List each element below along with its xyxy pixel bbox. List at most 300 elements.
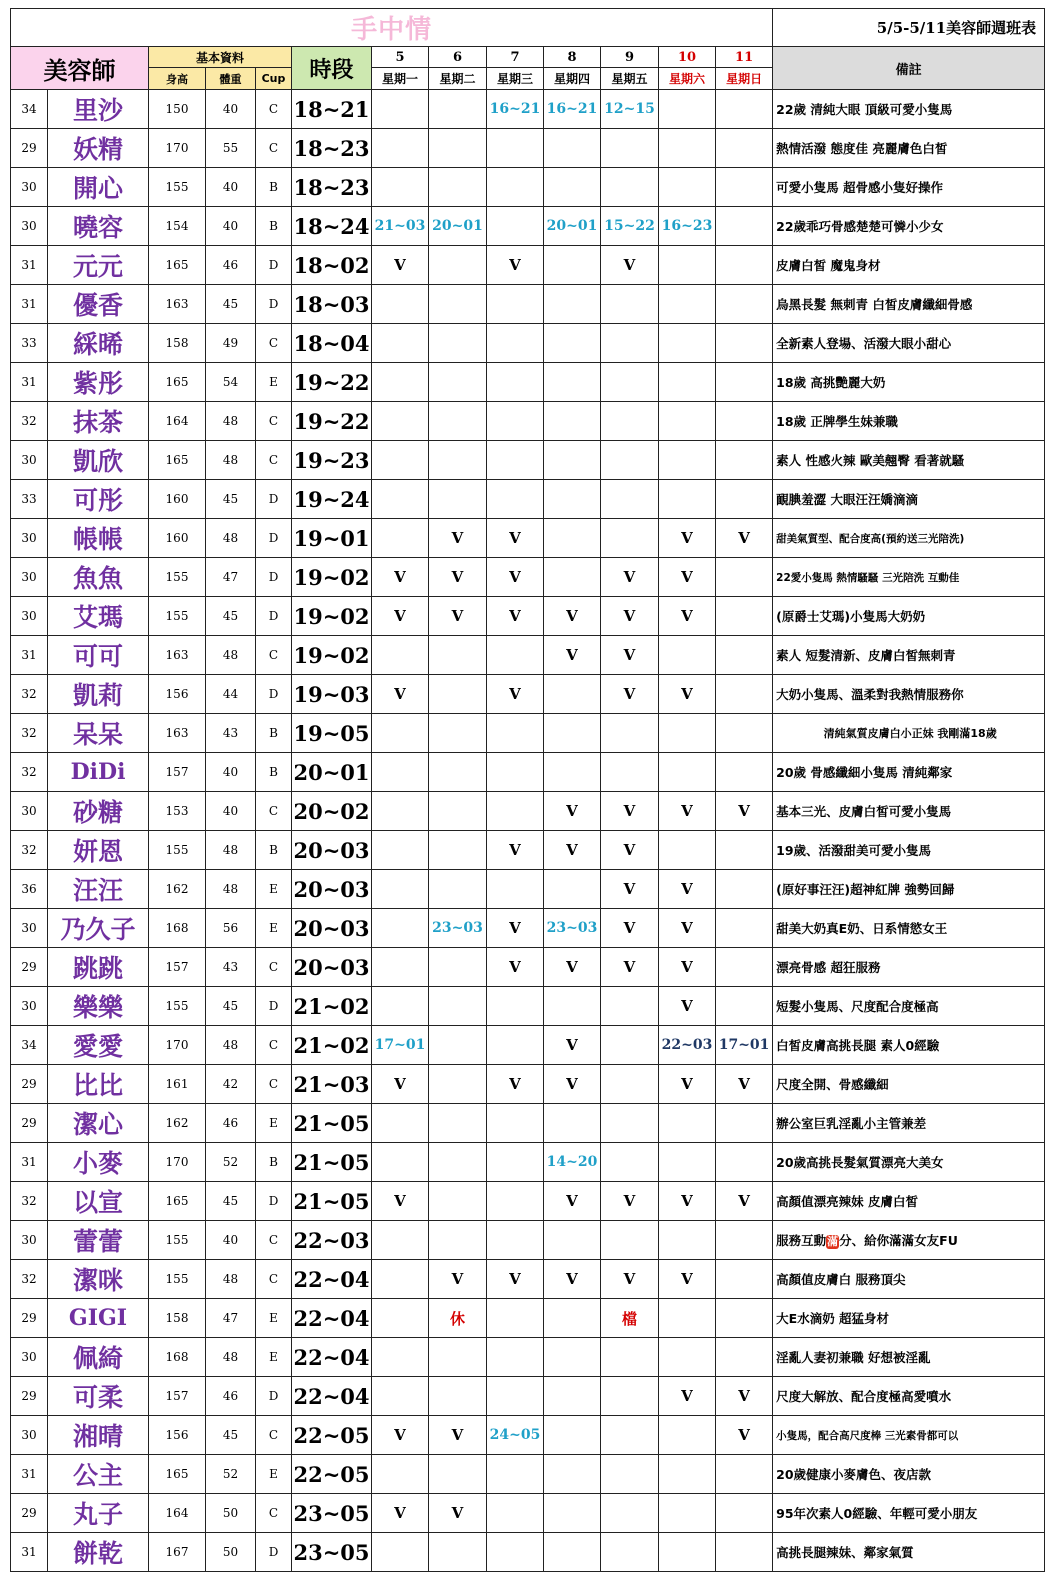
day-cell-mon bbox=[372, 168, 429, 207]
height-cell: 170 bbox=[149, 1143, 206, 1182]
height-cell: 155 bbox=[149, 987, 206, 1026]
age-cell: 30 bbox=[11, 1221, 48, 1260]
day-cell-thu: V bbox=[544, 1260, 601, 1299]
weight-cell: 40 bbox=[206, 1221, 256, 1260]
age-cell: 31 bbox=[11, 636, 48, 675]
time-slot-cell: 20~03 bbox=[292, 831, 372, 870]
stylist-name: 艾瑪 bbox=[48, 597, 149, 636]
day-cell-thu bbox=[544, 870, 601, 909]
day-cell-sat: V bbox=[659, 987, 716, 1026]
weight-cell: 46 bbox=[206, 246, 256, 285]
age-cell: 29 bbox=[11, 1494, 48, 1533]
note-cell: 20歲 骨感纖細小隻馬 清純鄰家 bbox=[773, 753, 1045, 792]
day-cell-sun bbox=[716, 831, 773, 870]
note-text-pre: 服務互動 bbox=[776, 1233, 827, 1248]
day-cell-sat bbox=[659, 1104, 716, 1143]
age-cell: 32 bbox=[11, 675, 48, 714]
stylist-name: 汪汪 bbox=[48, 870, 149, 909]
age-cell: 31 bbox=[11, 285, 48, 324]
day-cell-sat bbox=[659, 90, 716, 129]
day-cell-sun bbox=[716, 714, 773, 753]
day-cell-thu bbox=[544, 675, 601, 714]
table-row bbox=[11, 1377, 1045, 1416]
day-cell-wed: V bbox=[487, 909, 544, 948]
stylist-name: 紫彤 bbox=[48, 363, 149, 402]
table-row bbox=[11, 519, 1045, 558]
time-slot-cell: 20~03 bbox=[292, 909, 372, 948]
age-cell: 31 bbox=[11, 1455, 48, 1494]
day-cell-wed bbox=[487, 792, 544, 831]
cup-cell: C bbox=[256, 1065, 292, 1104]
day-cell-thu bbox=[544, 480, 601, 519]
table-row bbox=[11, 792, 1045, 831]
day-cell-sat bbox=[659, 1143, 716, 1182]
age-cell: 32 bbox=[11, 831, 48, 870]
day-cell-sun bbox=[716, 1221, 773, 1260]
full-score-badge: 滿 bbox=[827, 1235, 839, 1248]
weight-cell: 48 bbox=[206, 1026, 256, 1065]
day-cell-fri bbox=[601, 1455, 659, 1494]
day-cell-mon: 21~03 bbox=[372, 207, 429, 246]
day-cell-mon bbox=[372, 1377, 429, 1416]
day-cell-mon bbox=[372, 1455, 429, 1494]
age-cell: 29 bbox=[11, 1104, 48, 1143]
day-cell-thu bbox=[544, 129, 601, 168]
day-cell-mon bbox=[372, 90, 429, 129]
day-cell-sat bbox=[659, 480, 716, 519]
height-cell: 164 bbox=[149, 402, 206, 441]
stylist-name: 綵晞 bbox=[48, 324, 149, 363]
weight-cell: 47 bbox=[206, 1299, 256, 1338]
day-cell-mon bbox=[372, 753, 429, 792]
day-cell-mon bbox=[372, 1299, 429, 1338]
stylist-name: 凱莉 bbox=[48, 675, 149, 714]
time-slot-cell: 19~05 bbox=[292, 714, 372, 753]
day-cell-wed bbox=[487, 480, 544, 519]
day-cell-sun: V bbox=[716, 1182, 773, 1221]
age-cell: 32 bbox=[11, 1182, 48, 1221]
day-cell-tue bbox=[429, 480, 487, 519]
day-cell-thu bbox=[544, 402, 601, 441]
day-cell-wed bbox=[487, 1299, 544, 1338]
note-cell: 淫亂人妻初兼職 好想被淫亂 bbox=[773, 1338, 1045, 1377]
stylist-name: 曉容 bbox=[48, 207, 149, 246]
day-cell-sun bbox=[716, 636, 773, 675]
day-cell-wed bbox=[487, 636, 544, 675]
note-cell bbox=[773, 1221, 1045, 1260]
day-cell-fri bbox=[601, 1338, 659, 1377]
note-cell: 甜美氣質型、配合度高(預約送三光陪洗) bbox=[773, 519, 1045, 558]
note-cell: 18歲 正牌學生妹兼職 bbox=[773, 402, 1045, 441]
title-row bbox=[11, 9, 1045, 47]
stylist-name: 潔心 bbox=[48, 1104, 149, 1143]
age-cell: 29 bbox=[11, 1299, 48, 1338]
cup-cell: C bbox=[256, 1026, 292, 1065]
day-cell-mon bbox=[372, 1104, 429, 1143]
day-cell-wed bbox=[487, 207, 544, 246]
day-cell-tue bbox=[429, 129, 487, 168]
day-cell-tue bbox=[429, 831, 487, 870]
day-cell-fri bbox=[601, 168, 659, 207]
time-slot-cell: 18~23 bbox=[292, 129, 372, 168]
day-cell-mon bbox=[372, 1143, 429, 1182]
cup-cell: C bbox=[256, 948, 292, 987]
height-cell: 154 bbox=[149, 207, 206, 246]
day-cell-sun: V bbox=[716, 792, 773, 831]
day-cell-tue bbox=[429, 402, 487, 441]
day-cell-wed: V bbox=[487, 948, 544, 987]
day-cell-tue bbox=[429, 1377, 487, 1416]
age-cell: 29 bbox=[11, 1065, 48, 1104]
day-cell-sun bbox=[716, 753, 773, 792]
table-row bbox=[11, 441, 1045, 480]
day-cell-sat bbox=[659, 1338, 716, 1377]
day-cell-sun bbox=[716, 324, 773, 363]
height-cell: 157 bbox=[149, 948, 206, 987]
day-cell-thu: V bbox=[544, 831, 601, 870]
cup-cell: C bbox=[256, 636, 292, 675]
day-cell-sat: V bbox=[659, 519, 716, 558]
day-cell-thu: 20~01 bbox=[544, 207, 601, 246]
height-cell: 165 bbox=[149, 1182, 206, 1221]
time-slot-cell: 19~22 bbox=[292, 363, 372, 402]
age-cell: 32 bbox=[11, 1260, 48, 1299]
day-cell-mon: V bbox=[372, 1494, 429, 1533]
day-cell-tue bbox=[429, 792, 487, 831]
day-cell-sat: V bbox=[659, 1377, 716, 1416]
weight-cell: 50 bbox=[206, 1494, 256, 1533]
height-cell: 162 bbox=[149, 870, 206, 909]
weight-cell: 47 bbox=[206, 558, 256, 597]
time-slot-cell: 21~02 bbox=[292, 987, 372, 1026]
cup-cell: E bbox=[256, 1104, 292, 1143]
day-cell-wed bbox=[487, 129, 544, 168]
day-cell-wed bbox=[487, 1221, 544, 1260]
stylist-name: GIGI bbox=[48, 1299, 149, 1338]
day-cell-thu: 14~20 bbox=[544, 1143, 601, 1182]
day-cell-sat: V bbox=[659, 948, 716, 987]
stylist-name: 小麥 bbox=[48, 1143, 149, 1182]
age-cell: 31 bbox=[11, 246, 48, 285]
height-cell: 156 bbox=[149, 675, 206, 714]
notes-header: 備註 bbox=[773, 47, 1045, 90]
day-cell-sun: V bbox=[716, 1416, 773, 1455]
weight-cell: 45 bbox=[206, 285, 256, 324]
stylist-name: 樂樂 bbox=[48, 987, 149, 1026]
day-cell-thu bbox=[544, 558, 601, 597]
day-cell-sun bbox=[716, 285, 773, 324]
time-slot-cell: 22~05 bbox=[292, 1455, 372, 1494]
day-cell-sun bbox=[716, 402, 773, 441]
height-cell: 160 bbox=[149, 519, 206, 558]
date-header-1: 6 bbox=[429, 47, 487, 68]
day-cell-tue: V bbox=[429, 558, 487, 597]
day-cell-sat bbox=[659, 636, 716, 675]
age-cell: 30 bbox=[11, 1338, 48, 1377]
day-cell-sat bbox=[659, 1494, 716, 1533]
day-cell-mon: V bbox=[372, 675, 429, 714]
weight-cell: 45 bbox=[206, 1182, 256, 1221]
day-cell-thu bbox=[544, 168, 601, 207]
weight-cell: 48 bbox=[206, 831, 256, 870]
cup-cell: C bbox=[256, 1416, 292, 1455]
day-cell-sat bbox=[659, 129, 716, 168]
table-row bbox=[11, 1104, 1045, 1143]
day-cell-sun bbox=[716, 1143, 773, 1182]
time-slot-cell: 22~05 bbox=[292, 1416, 372, 1455]
note-cell: 清純氣質皮膚白小正妹 我剛滿18歲 bbox=[773, 714, 1045, 753]
day-cell-sun bbox=[716, 1104, 773, 1143]
day-cell-thu bbox=[544, 987, 601, 1026]
table-row bbox=[11, 1026, 1045, 1065]
note-cell: 20歲健康小麥膚色、夜店款 bbox=[773, 1455, 1045, 1494]
day-cell-mon bbox=[372, 870, 429, 909]
day-cell-fri bbox=[601, 1416, 659, 1455]
day-cell-wed bbox=[487, 714, 544, 753]
day-cell-wed bbox=[487, 1455, 544, 1494]
day-cell-sat: V bbox=[659, 1065, 716, 1104]
stylist-name: 妍恩 bbox=[48, 831, 149, 870]
stylist-name: 里沙 bbox=[48, 90, 149, 129]
time-slot-cell: 18~23 bbox=[292, 168, 372, 207]
day-cell-sat bbox=[659, 1299, 716, 1338]
table-row bbox=[11, 129, 1045, 168]
day-cell-wed: V bbox=[487, 597, 544, 636]
table-row bbox=[11, 285, 1045, 324]
stylist-name: 凱欣 bbox=[48, 441, 149, 480]
weight-cell: 40 bbox=[206, 792, 256, 831]
day-cell-wed: V bbox=[487, 246, 544, 285]
day-cell-sun bbox=[716, 441, 773, 480]
day-cell-wed bbox=[487, 1182, 544, 1221]
day-cell-sat: V bbox=[659, 792, 716, 831]
stylist-name: 砂糖 bbox=[48, 792, 149, 831]
time-slot-cell: 21~05 bbox=[292, 1182, 372, 1221]
stylist-name: 潔咪 bbox=[48, 1260, 149, 1299]
cup-cell: C bbox=[256, 129, 292, 168]
height-cell: 162 bbox=[149, 1104, 206, 1143]
day-cell-tue bbox=[429, 636, 487, 675]
age-cell: 32 bbox=[11, 753, 48, 792]
day-cell-thu bbox=[544, 1338, 601, 1377]
note-cell: 短髮小隻馬、尺度配合度極高 bbox=[773, 987, 1045, 1026]
weight-header: 體重 bbox=[206, 68, 256, 90]
day-cell-mon bbox=[372, 363, 429, 402]
day-cell-sun bbox=[716, 90, 773, 129]
day-cell-thu: V bbox=[544, 597, 601, 636]
day-cell-fri bbox=[601, 987, 659, 1026]
day-cell-sun bbox=[716, 675, 773, 714]
day-cell-wed: V bbox=[487, 675, 544, 714]
weight-cell: 45 bbox=[206, 597, 256, 636]
day-cell-thu bbox=[544, 1299, 601, 1338]
age-cell: 32 bbox=[11, 714, 48, 753]
stylist-name: 優香 bbox=[48, 285, 149, 324]
day-cell-tue bbox=[429, 714, 487, 753]
note-cell: 大奶小隻馬、溫柔對我熱情服務你 bbox=[773, 675, 1045, 714]
cup-header: Cup bbox=[256, 68, 292, 90]
cup-cell: D bbox=[256, 1377, 292, 1416]
day-cell-thu: V bbox=[544, 1065, 601, 1104]
time-slot-cell: 19~01 bbox=[292, 519, 372, 558]
table-row bbox=[11, 1221, 1045, 1260]
weekday-header-2: 星期三 bbox=[487, 68, 544, 90]
day-cell-mon: V bbox=[372, 597, 429, 636]
day-cell-tue: 休 bbox=[429, 1299, 487, 1338]
table-row bbox=[11, 207, 1045, 246]
note-cell: 素人 短髮清新、皮膚白皙無刺青 bbox=[773, 636, 1045, 675]
day-cell-fri: V bbox=[601, 636, 659, 675]
time-slot-cell: 19~24 bbox=[292, 480, 372, 519]
table-row bbox=[11, 675, 1045, 714]
note-cell: 漂亮骨感 超狂服務 bbox=[773, 948, 1045, 987]
table-row bbox=[11, 558, 1045, 597]
day-cell-thu: V bbox=[544, 1182, 601, 1221]
time-slot-cell: 21~02 bbox=[292, 1026, 372, 1065]
age-cell: 31 bbox=[11, 1143, 48, 1182]
day-cell-sun bbox=[716, 987, 773, 1026]
table-row bbox=[11, 1299, 1045, 1338]
day-cell-fri bbox=[601, 1377, 659, 1416]
day-cell-wed: 24~05 bbox=[487, 1416, 544, 1455]
time-slot-cell: 23~05 bbox=[292, 1494, 372, 1533]
cup-cell: E bbox=[256, 363, 292, 402]
cup-cell: D bbox=[256, 480, 292, 519]
day-cell-sun bbox=[716, 1299, 773, 1338]
table-row bbox=[11, 1182, 1045, 1221]
age-cell: 30 bbox=[11, 792, 48, 831]
height-cell: 163 bbox=[149, 714, 206, 753]
day-cell-thu bbox=[544, 1104, 601, 1143]
day-cell-sun bbox=[716, 558, 773, 597]
day-cell-thu bbox=[544, 1221, 601, 1260]
time-slot-cell: 20~03 bbox=[292, 948, 372, 987]
day-cell-sat: V bbox=[659, 597, 716, 636]
day-cell-sat bbox=[659, 246, 716, 285]
weight-cell: 54 bbox=[206, 363, 256, 402]
day-cell-tue bbox=[429, 1104, 487, 1143]
day-cell-mon bbox=[372, 519, 429, 558]
day-cell-thu bbox=[544, 441, 601, 480]
day-cell-wed bbox=[487, 987, 544, 1026]
height-cell: 155 bbox=[149, 831, 206, 870]
stylist-name: 抹茶 bbox=[48, 402, 149, 441]
height-cell: 170 bbox=[149, 1026, 206, 1065]
time-slot-cell: 20~02 bbox=[292, 792, 372, 831]
cup-cell: D bbox=[256, 1533, 292, 1572]
day-cell-mon: V bbox=[372, 558, 429, 597]
day-cell-fri bbox=[601, 285, 659, 324]
age-cell: 30 bbox=[11, 909, 48, 948]
day-cell-wed: V bbox=[487, 558, 544, 597]
note-cell: 高顏值皮膚白 服務頂尖 bbox=[773, 1260, 1045, 1299]
table-row bbox=[11, 1533, 1045, 1572]
date-header-3: 8 bbox=[544, 47, 601, 68]
height-cell: 161 bbox=[149, 1065, 206, 1104]
stylist-name: 蕾蕾 bbox=[48, 1221, 149, 1260]
day-cell-sun bbox=[716, 363, 773, 402]
cup-cell: B bbox=[256, 207, 292, 246]
height-cell: 158 bbox=[149, 324, 206, 363]
weight-cell: 56 bbox=[206, 909, 256, 948]
stylist-name: 帳帳 bbox=[48, 519, 149, 558]
weight-cell: 48 bbox=[206, 519, 256, 558]
cup-cell: C bbox=[256, 1494, 292, 1533]
day-cell-tue: 20~01 bbox=[429, 207, 487, 246]
table-row bbox=[11, 168, 1045, 207]
cup-cell: E bbox=[256, 1338, 292, 1377]
day-cell-tue bbox=[429, 948, 487, 987]
day-cell-sun bbox=[716, 1260, 773, 1299]
note-cell: 19歲、活潑甜美可愛小隻馬 bbox=[773, 831, 1045, 870]
age-cell: 33 bbox=[11, 324, 48, 363]
day-cell-mon: V bbox=[372, 1182, 429, 1221]
age-cell: 31 bbox=[11, 1533, 48, 1572]
height-cell: 167 bbox=[149, 1533, 206, 1572]
stylist-name: 愛愛 bbox=[48, 1026, 149, 1065]
note-cell: 22歲乖巧骨感楚楚可憐小少女 bbox=[773, 207, 1045, 246]
age-cell: 33 bbox=[11, 480, 48, 519]
note-cell: 22愛小隻馬 熱情騷騷 三光陪洗 互動佳 bbox=[773, 558, 1045, 597]
time-slot-cell: 19~22 bbox=[292, 402, 372, 441]
height-cell: 153 bbox=[149, 792, 206, 831]
day-cell-sat: 16~23 bbox=[659, 207, 716, 246]
weekday-header-3: 星期四 bbox=[544, 68, 601, 90]
time-slot-cell: 19~03 bbox=[292, 675, 372, 714]
stylist-name: 公主 bbox=[48, 1455, 149, 1494]
day-cell-mon bbox=[372, 714, 429, 753]
day-cell-sun: V bbox=[716, 1065, 773, 1104]
height-cell: 155 bbox=[149, 168, 206, 207]
time-slot-cell: 18~21 bbox=[292, 90, 372, 129]
day-cell-sat bbox=[659, 324, 716, 363]
day-cell-tue: V bbox=[429, 1494, 487, 1533]
height-cell: 165 bbox=[149, 246, 206, 285]
note-cell: 大E水滴奶 超猛身材 bbox=[773, 1299, 1045, 1338]
date-header-0: 5 bbox=[372, 47, 429, 68]
day-cell-thu bbox=[544, 1494, 601, 1533]
note-cell: 可愛小隻馬 超骨感小隻好操作 bbox=[773, 168, 1045, 207]
height-cell: 165 bbox=[149, 363, 206, 402]
day-cell-fri: V bbox=[601, 831, 659, 870]
day-cell-thu: V bbox=[544, 792, 601, 831]
stylist-name: 丸子 bbox=[48, 1494, 149, 1533]
date-header-6: 11 bbox=[716, 47, 773, 68]
stylist-name: 開心 bbox=[48, 168, 149, 207]
day-cell-sun bbox=[716, 597, 773, 636]
day-cell-thu bbox=[544, 246, 601, 285]
height-cell: 170 bbox=[149, 129, 206, 168]
table-row bbox=[11, 1455, 1045, 1494]
day-cell-tue: 23~03 bbox=[429, 909, 487, 948]
table-row bbox=[11, 1065, 1045, 1104]
note-cell: 基本三光、皮膚白皙可愛小隻馬 bbox=[773, 792, 1045, 831]
day-cell-tue bbox=[429, 285, 487, 324]
weight-cell: 44 bbox=[206, 675, 256, 714]
time-slot-cell: 18~02 bbox=[292, 246, 372, 285]
table-row bbox=[11, 1494, 1045, 1533]
table-row bbox=[11, 1416, 1045, 1455]
table-row bbox=[11, 714, 1045, 753]
table-row bbox=[11, 1143, 1045, 1182]
time-slot-cell: 23~05 bbox=[292, 1533, 372, 1572]
weekday-header-6: 星期日 bbox=[716, 68, 773, 90]
day-cell-sun bbox=[716, 129, 773, 168]
height-cell: 168 bbox=[149, 1338, 206, 1377]
cup-cell: B bbox=[256, 168, 292, 207]
day-cell-mon: 17~01 bbox=[372, 1026, 429, 1065]
day-cell-tue: V bbox=[429, 597, 487, 636]
